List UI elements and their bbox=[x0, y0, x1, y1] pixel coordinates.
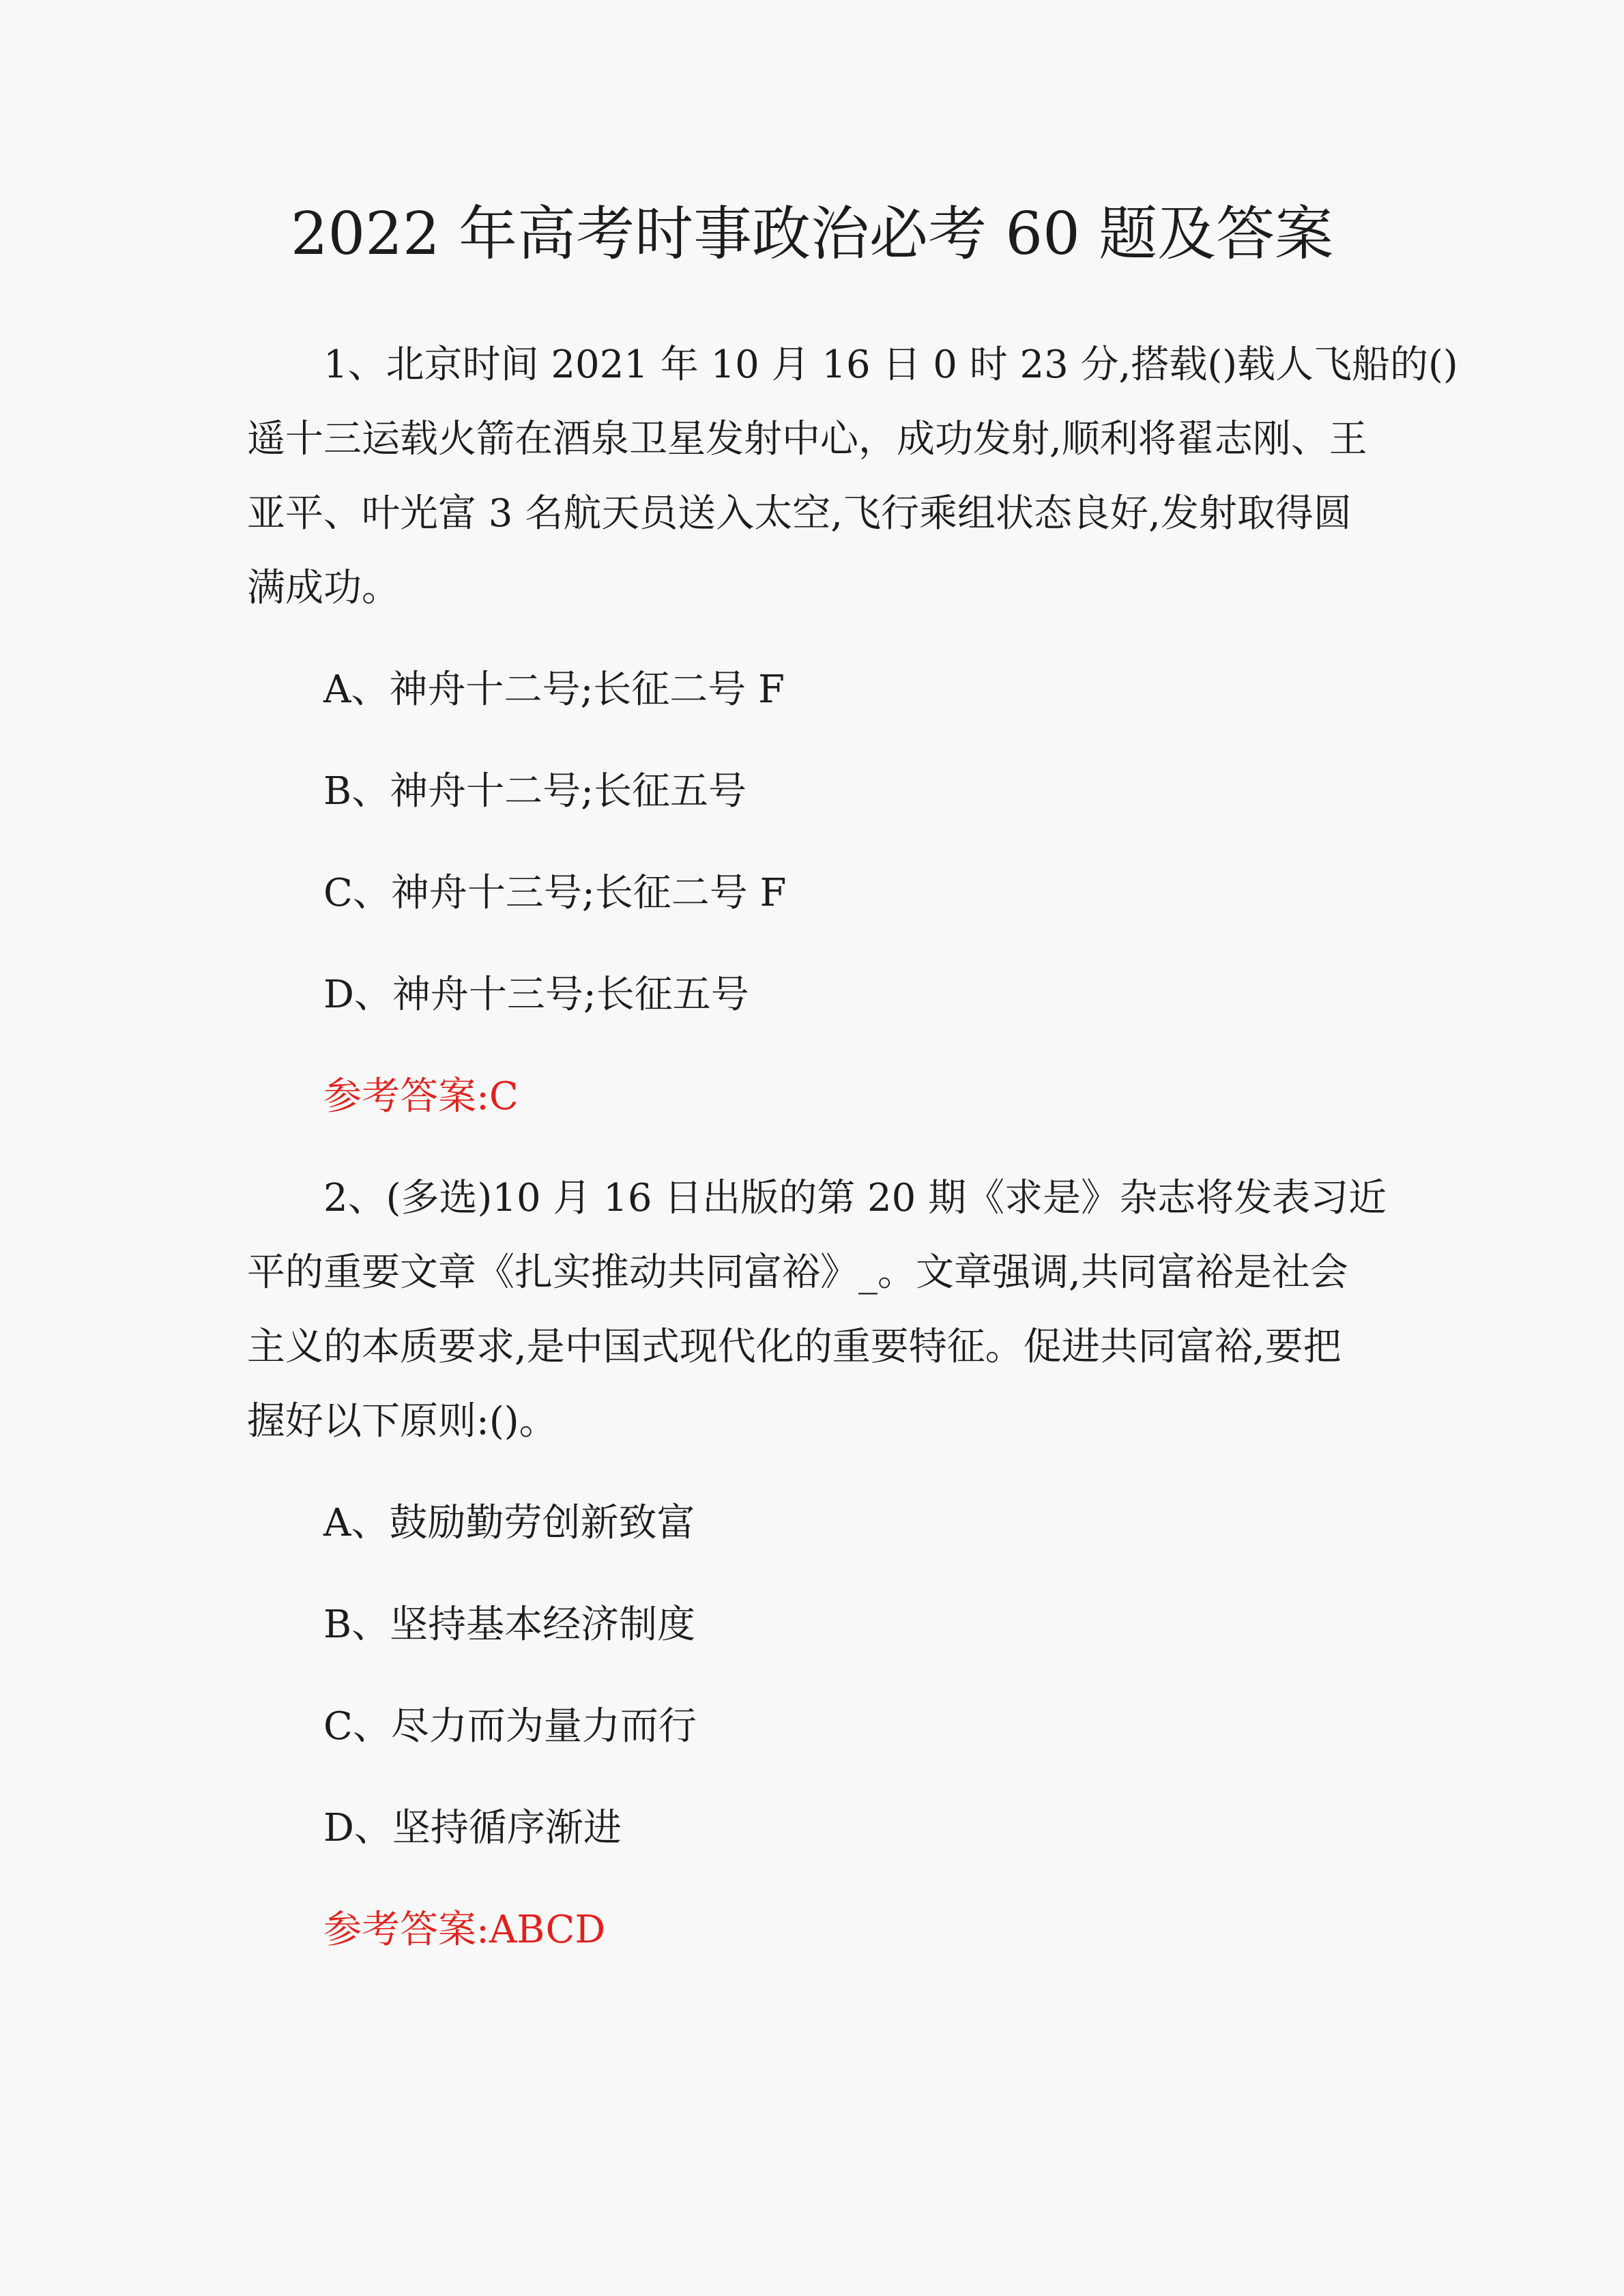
question-2-stem-line: 2、(多选)10 月 16 日出版的第 20 期《求是》杂志将发表习近 bbox=[323, 1176, 1387, 1220]
question-2-option-a: A、鼓励勤劳创新致富 bbox=[323, 1501, 695, 1545]
question-1-stem-line: 遥十三运载火箭在酒泉卫星发射中心，成功发射,顺利将翟志刚、王 bbox=[247, 417, 1367, 461]
question-2-option-c: C、尽力而为量力而行 bbox=[323, 1704, 697, 1749]
question-1-option-b: B、神舟十二号;长征五号 bbox=[323, 769, 747, 814]
question-2-stem-line: 主义的本质要求,是中国式现代化的重要特征。促进共同富裕,要把 bbox=[247, 1325, 1342, 1369]
question-2 bbox=[247, 1161, 1421, 1967]
question-2-option-b: B、坚持基本经济制度 bbox=[323, 1603, 696, 1647]
question-2-option-d: D、坚持循序渐进 bbox=[323, 1806, 622, 1850]
question-1-stem-line: 1、北京时间 2021 年 10 月 16 日 0 时 23 分,搭载()载人飞船的() bbox=[323, 343, 1458, 387]
question-1-option-a: A、神舟十二号;长征二号 F bbox=[323, 668, 785, 712]
question-1-answer: 参考答案:C bbox=[323, 1074, 519, 1119]
document-body bbox=[247, 328, 1458, 1994]
document-title: 2022 年高考时事政治必考 60 题及答案 bbox=[290, 200, 1334, 268]
question-1 bbox=[247, 328, 1458, 1134]
question-1-stem bbox=[247, 328, 1458, 625]
question-2-stem-line: 握好以下原则:()。 bbox=[247, 1399, 557, 1444]
question-2-stem bbox=[247, 1161, 1421, 1459]
question-1-option-c: C、神舟十三号;长征二号 F bbox=[323, 871, 787, 915]
question-2-stem-line: 平的重要文章《扎实推动共同富裕》_。文章强调,共同富裕是社会 bbox=[247, 1250, 1348, 1295]
question-1-stem-line: 满成功。 bbox=[247, 566, 400, 610]
question-1-option-d: D、神舟十三号;长征五号 bbox=[323, 973, 749, 1017]
question-2-answer: 参考答案:ABCD bbox=[323, 1908, 606, 1952]
question-1-stem-line: 亚平、叶光富 3 名航天员送入太空,飞行乘组状态良好,发射取得圆 bbox=[247, 491, 1352, 536]
